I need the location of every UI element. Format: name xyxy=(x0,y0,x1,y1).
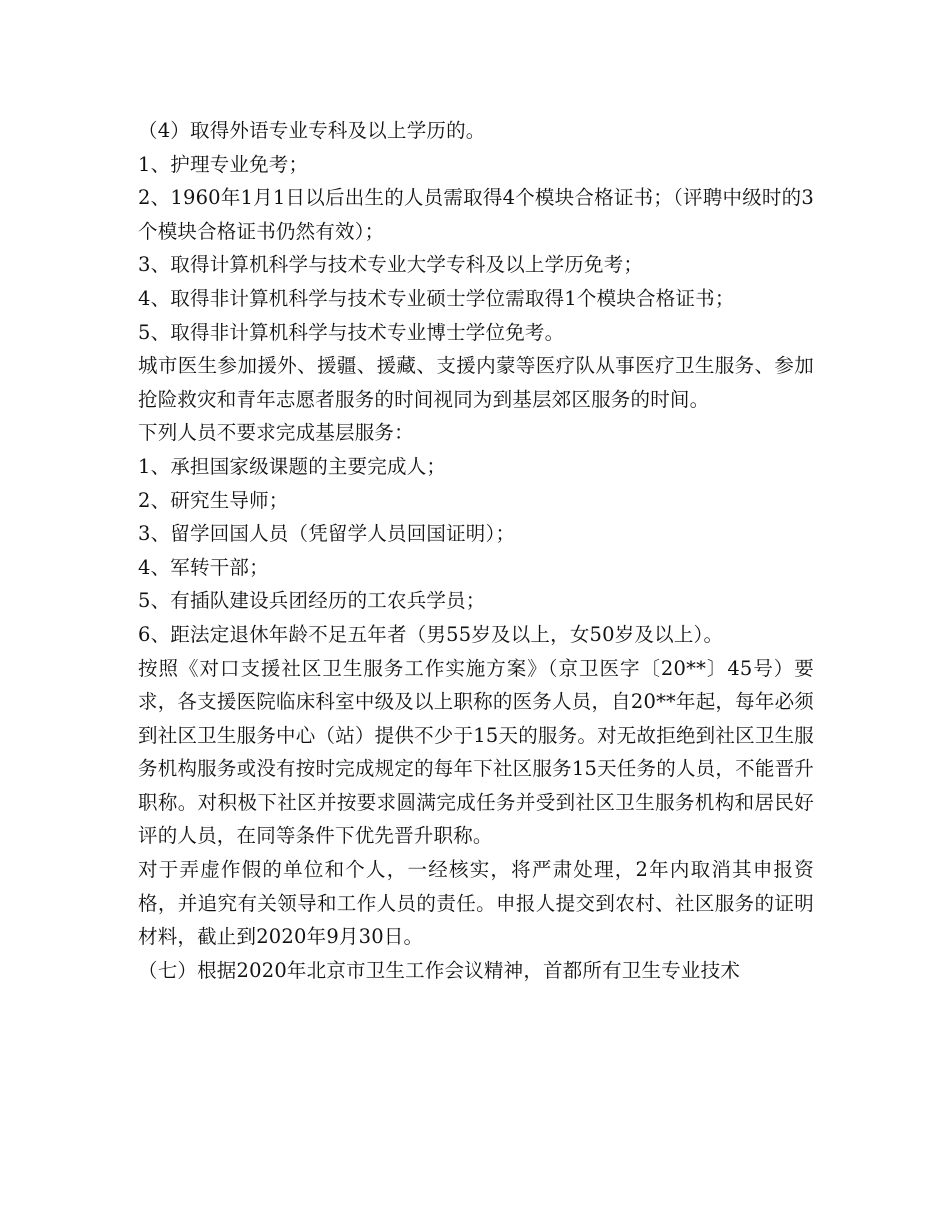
paragraph-exempt-item-3: 3、留学回国人员（凭留学人员回国证明）； xyxy=(138,522,516,546)
paragraph-aid-service-equivalence: 城市医生参加援外、援疆、援藏、支援内蒙等医疗队从事医疗卫生服务、参加抢险救灾和青年志愿者服务的时间视同为到基层郊区服务的时间。 xyxy=(138,354,814,411)
paragraph-exempt-item-5: 5、有插队建设兵团经历的工农兵学员； xyxy=(138,589,486,613)
paragraph-exempt-item-1: 1、承担国家级课题的主要完成人； xyxy=(138,454,447,478)
paragraph-exempt-item-6: 6、距法定退休年龄不足五年者（男55岁及以上，女50岁及以上）。 xyxy=(138,622,724,646)
paragraph-item-2-four-modules: 2、1960年1月1日以后出生的人员需取得4个模块合格证书；（评聘中级时的3个模块合格证书仍然有效）； xyxy=(138,186,814,243)
paragraph-item-4-master-one-module: 4、取得非计算机科学与技术专业硕士学位需取得1个模块合格证书； xyxy=(138,286,735,310)
paragraph-exempt-heading: 下列人员不要求完成基层服务： xyxy=(138,421,414,445)
paragraph-fraud-penalty: 对于弄虚作假的单位和个人，一经核实，将严肃处理，2年内取消其申报资格，并追究有关领导和工作人员的责任。申报人提交到农村、社区服务的证明材料，截止到2020年9月30日。 xyxy=(138,858,814,949)
document-page xyxy=(138,114,814,987)
paragraph-item-3-cs-college-exempt: 3、取得计算机科学与技术专业大学专科及以上学历免考； xyxy=(138,253,644,277)
paragraph-exempt-item-4: 4、军转干部； xyxy=(138,555,269,579)
paragraph-section-seven: （七）根据2020年北京市卫生工作会议精神，首都所有卫生专业技术 xyxy=(138,958,741,982)
paragraph-item-5-doctor-exempt: 5、取得非计算机科学与技术专业博士学位免考。 xyxy=(138,320,565,344)
paragraph-foreign-language-degree: （4）取得外语专业专科及以上学历的。 xyxy=(138,119,486,142)
paragraph-community-support-plan: 按照《对口支援社区卫生服务工作实施方案》（京卫医字〔20**〕45号）要求，各支援医院临床科室中级及以上职称的医务人员，自20**年起，每年必须到社区卫生服务中心（站）提供不少于15天的服务。对无故拒绝到社区卫生服务机构服务或没有按时完成规定的每年下社区服务15天任务的人员，不能晋升职称。对积极下社区并按要求圆满完成任务并受到社区卫生服务机构和居民好评的人员，在同等条件下优先晋升职称。 xyxy=(138,656,814,848)
paragraph-item-1-nursing-exempt: 1、护理专业免考； xyxy=(138,152,309,176)
paragraph-exempt-item-2: 2、研究生导师； xyxy=(138,488,289,512)
